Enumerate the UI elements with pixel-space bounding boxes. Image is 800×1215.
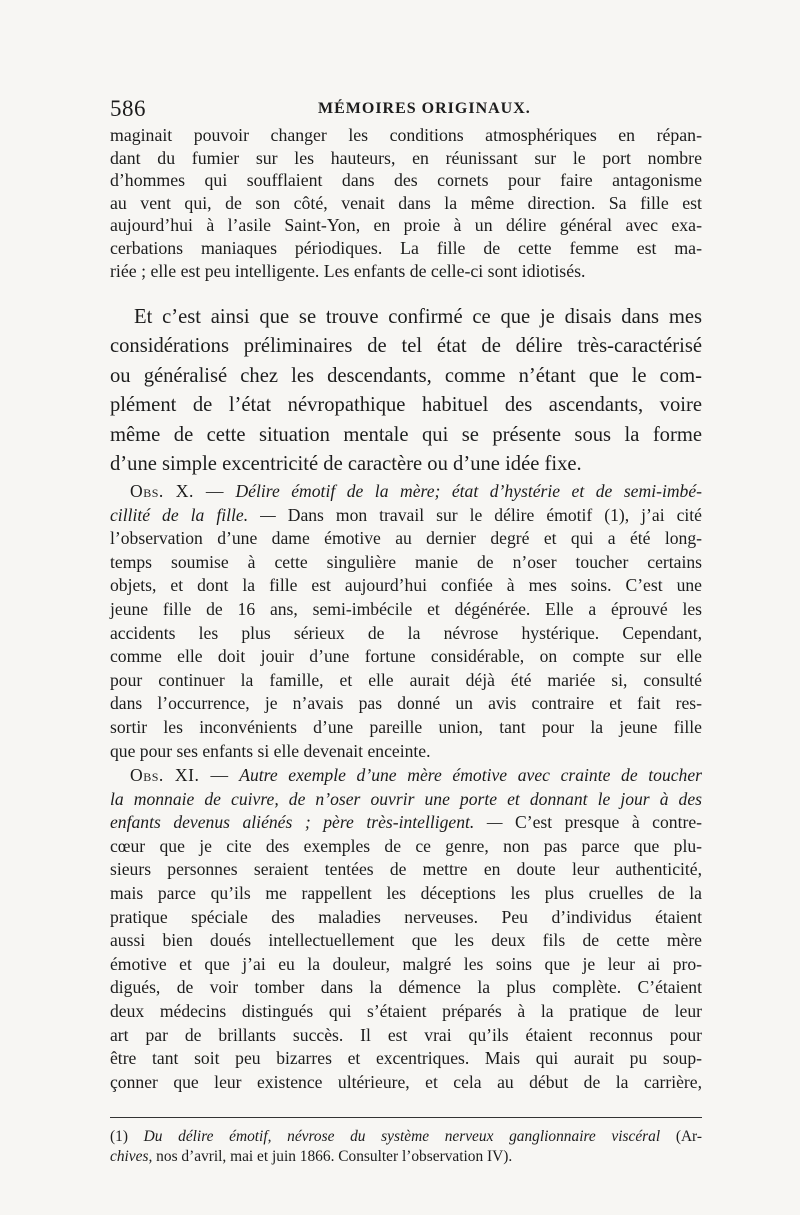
text-line: émotive et que j’ai eu la douleur, malgré les soins que je leur ai pro- [110,953,702,974]
text-line: considérations préliminaires de tel état de délire très-caractérisé [110,335,702,358]
text-line: digués, de voir tomber dans la démence la plus complète. C’étaient [110,977,702,998]
text-line: çonner que leur existence ultérieure, et cela au début de la carrière, [110,1071,702,1092]
paragraph-continuation [110,124,702,282]
footnote-line [110,1127,702,1147]
footnote-marker: (1) [110,1128,128,1145]
footnote-text: nos d’avril, mai et juin 1866. Consulter l’observation IV). [156,1148,513,1165]
observation-title-line [110,480,702,504]
text-line: cerbations maniaques périodiques. La fille de cette femme est ma- [110,237,702,258]
text-line: accidents les plus sérieux de la névrose hystérique. Cependant, [110,622,702,643]
text-line: maginait pouvoir changer les conditions atmosphériques en répan- [110,125,702,145]
text-line: riée ; elle est peu intelligente. Les enfants de celle-ci sont idiotisés. [110,260,586,281]
text-line: d’hommes qui soufflaient dans des cornets pour faire antagonisme [110,170,702,191]
footnote-text: (Ar- [675,1128,702,1145]
text-line: temps soumise à cette singulière manie de n’oser toucher certains [110,551,702,572]
text-line: objets, et dont la fille est aujourd’hui confiée à mes soins. C’est une [110,575,702,596]
observation-title-cont: enfants devenus aliénés ; père très-intelligent. — [110,812,503,833]
text-line: aujourd’hui à l’asile Saint-Yon, en proie à un délire général avec exa- [110,215,702,236]
page-number: 586 [110,96,146,121]
text-line: au vent qui, de son côté, venait dans la même direction. Sa fille est [110,192,702,213]
text-line: aussi bien doués intellectuellement que les deux fils de cette mère [110,930,702,951]
text-line: comme elle doit jouir d’une fortune considérable, on compte sur elle [110,646,702,667]
observation-xi [110,764,702,1094]
text-line: plément de l’état névropathique habituel des ascendants, voire [110,394,702,417]
text-line: Et c’est ainsi que se trouve confirmé ce que je disais dans mes [134,306,702,328]
observation-heading: Obs. XI. — [130,765,229,785]
text-line: sieurs personnes seraient tentées de mettre en doute leur authenticité, [110,859,702,880]
text-line: d’une simple excentricité de caractère ou d’une idée fixe. [110,453,582,476]
text-line: pour continuer la famille, et elle aurait déjà été mariée si, consulté [110,669,702,690]
text-line: deux médecins distingués qui s’étaient préparés à la pratique de leur [110,1000,702,1021]
running-title: MÉMOIRES ORIGINAUX. [318,100,531,117]
observation-title-line [110,504,702,528]
observation-x [110,480,702,763]
observation-title-cont: la monnaie de cuivre, de n’oser ouvrir une porte et donnant le jour à des [110,788,702,809]
observation-title: Autre exemple d’une mère émotive avec crainte de toucher [239,765,703,785]
text-line: même de cette situation mentale qui se présente sous la forme [110,423,702,446]
observation-title-line [110,811,702,835]
text-line: l’observation d’une dame émotive au dernier degré et qui a été long- [110,528,702,549]
running-head [110,96,710,120]
text-line: dans l’occurrence, je n’avais pas donné un avis contraire et fait res- [110,693,702,714]
footnote-line [110,1147,702,1167]
footnote-rule [110,1117,702,1118]
footnote-citation: chives, [110,1148,153,1165]
footnote-citation: Du délire émotif, névrose du système nerveux ganglionnaire viscéral [143,1128,661,1145]
paragraph-conclusion [110,303,702,479]
text-line: mais parce qu’ils me rappellent les déceptions les plus cruelles de la [110,882,702,903]
observation-heading: Obs. X. — [130,481,224,501]
observation-title: Délire émotif de la mère; état d’hystérie et de semi-imbé- [235,481,703,501]
observation-title-cont: cillité de la fille. — [110,504,276,525]
text-line: jeune fille de 16 ans, semi-imbécile et dégénérée. Elle a éprouvé les [110,598,702,619]
observation-title-line [110,764,702,788]
text-line: ou généralisé chez les descendants, comme n’étant que le com- [110,364,702,387]
text-line: art par de brillants succès. Il est vrai qu’ils étaient reconnus pour [110,1024,702,1045]
text-fragment: C’est presque à contre- [514,812,702,833]
text-line: sortir les inconvénients d’une pareille union, tant pour la jeune fille [110,716,702,737]
text-line: dant du fumier sur les hauteurs, en réunissant sur le port nombre [110,147,702,168]
text-fragment: Dans mon travail sur le délire émotif (1), j’ai cité [287,504,702,525]
text-line: être tant soit peu bizarres et excentriques. Mais qui aurait pu soup- [110,1048,702,1069]
text-line: cœur que je cite des exemples de ce genre, non pas parce que plu- [110,835,702,856]
text-line: que pour ses enfants si elle devenait enceinte. [110,740,431,761]
text-line: pratique spéciale des maladies nerveuses. Peu d’individus étaient [110,906,702,927]
footnote [110,1127,702,1167]
